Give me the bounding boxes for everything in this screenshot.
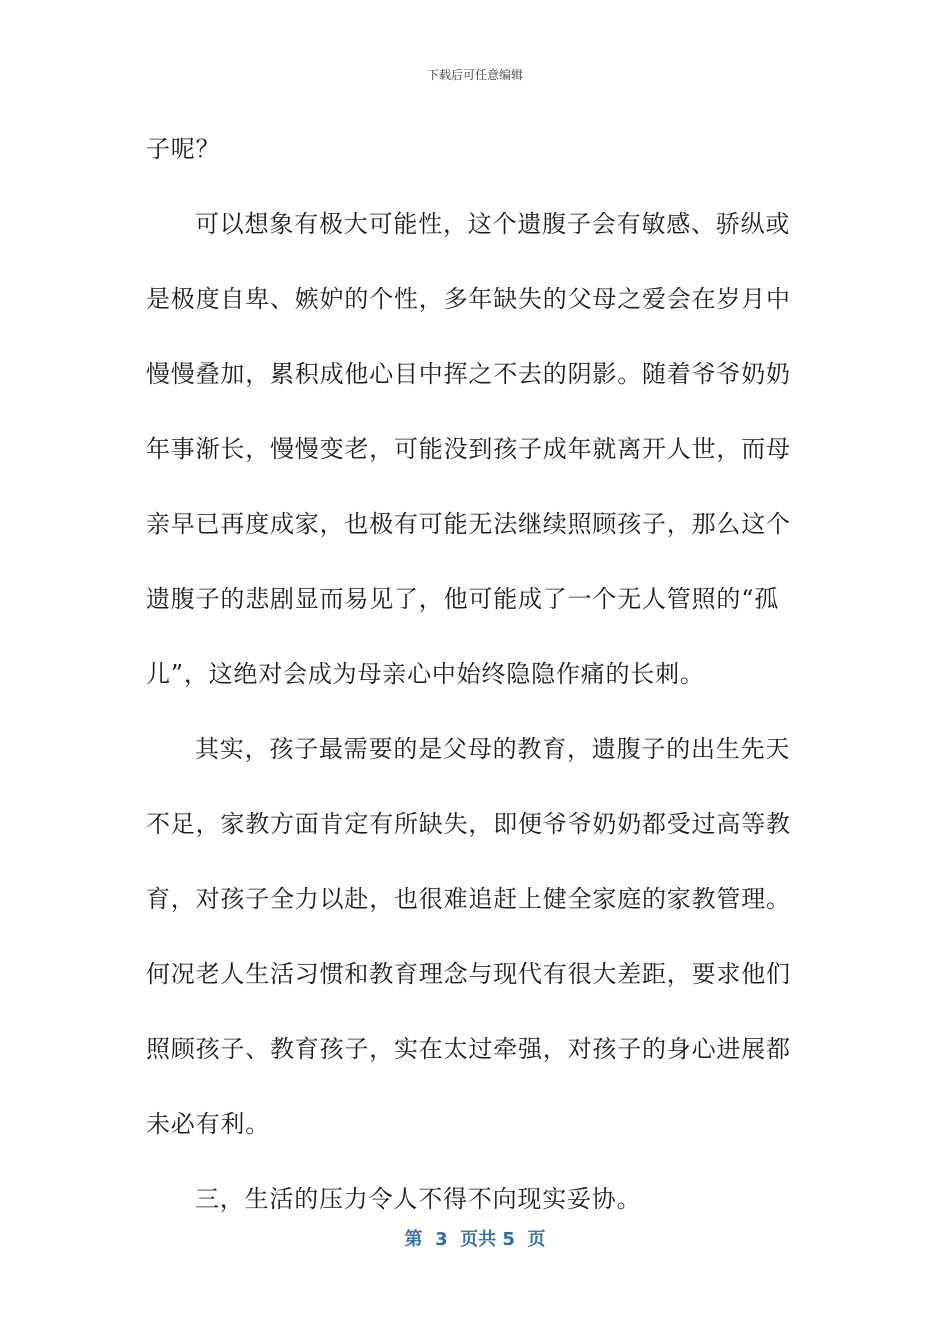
document-body xyxy=(146,112,806,1237)
paragraph: 子呢？ xyxy=(146,135,221,163)
paragraph: 三，生活的压力令人不得不向现实妥协。 xyxy=(195,1185,642,1213)
page-number-footer: 第 3 页共 5 页 xyxy=(404,1229,546,1250)
paragraph: 其实，孩子最需要的是父母的教育，遗腹子的出生先天不足，家教方面肯定有所缺失，即便爷爷奶奶都受过高等教育，对孩子全力以赴，也很难追赶上健全家庭的家教管理。何况老人生活习惯和教育理念与现代有很大差距，要求他们照顾孩子、教育孩子，实在太过牵强，对孩子的身心进展都未必有利。 xyxy=(146,735,791,1138)
paragraph: 可以想象有极大可能性，这个遗腹子会有敏感、骄纵或是极度自卑、嫉妒的个性，多年缺失的父母之爱会在岁月中慢慢叠加，累积成他心目中挥之不去的阴影。随着爷爷奶奶年事渐长，慢慢变老，可能没到孩子成年就离开人世，而母亲早已再度成家，也极有可能无法继续照顾孩子，那么这个遗腹子的悲剧显而易见了，他可能成了一个无人管照的“孤儿”，这绝对会成为母亲心中始终隐隐作痛的长刺。 xyxy=(146,210,791,688)
page-header: 下载后可任意编辑 xyxy=(426,68,523,82)
